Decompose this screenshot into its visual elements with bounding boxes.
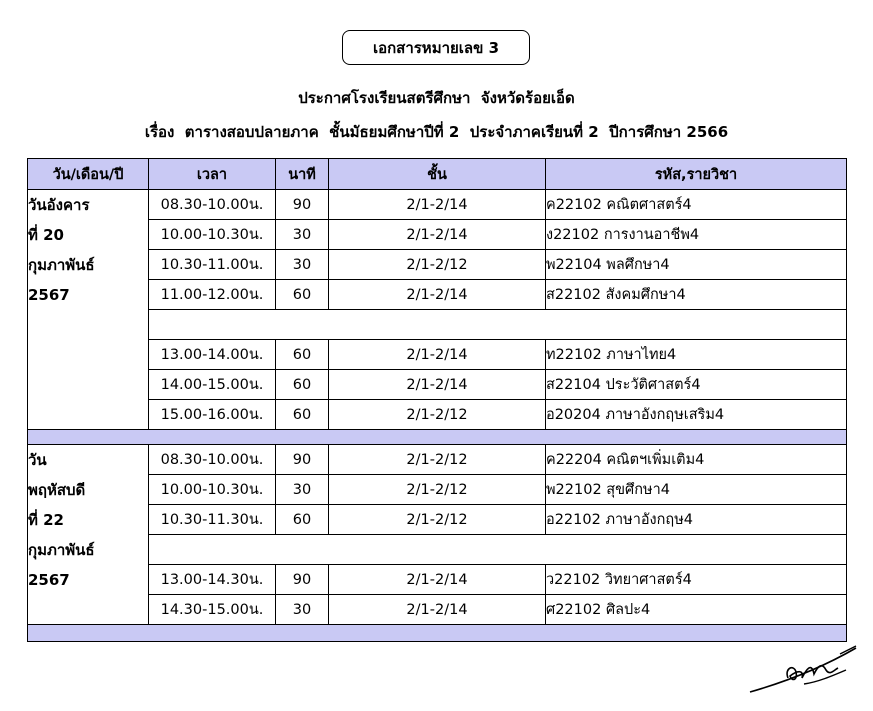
exam-time: 10.30-11.00น. xyxy=(149,250,276,280)
end-separator xyxy=(28,625,847,642)
lunch-break-cell xyxy=(149,310,847,340)
exam-minutes: 60 xyxy=(276,340,329,370)
exam-time: 10.30-11.30น. xyxy=(149,505,276,535)
exam-grade: 2/1-2/14 xyxy=(329,595,546,625)
exam-time: 13.00-14.00น. xyxy=(149,340,276,370)
exam-grade: 2/1-2/14 xyxy=(329,220,546,250)
exam-time: 13.00-14.30น. xyxy=(149,565,276,595)
exam-grade: 2/1-2/12 xyxy=(329,475,546,505)
table-row xyxy=(28,400,847,430)
exam-subject: ค22102 คณิตศาสตร์4 xyxy=(546,190,847,220)
exam-minutes: 30 xyxy=(276,250,329,280)
exam-subject: ส22104 ประวัติศาสตร์4 xyxy=(546,370,847,400)
exam-time: 08.30-10.00น. xyxy=(149,445,276,475)
exam-grade: 2/1-2/14 xyxy=(329,340,546,370)
exam-time: 10.00-10.30น. xyxy=(149,220,276,250)
exam-subject: ส22102 สังคมศึกษา4 xyxy=(546,280,847,310)
exam-minutes: 30 xyxy=(276,220,329,250)
exam-subject: ศ22102 ศิลปะ4 xyxy=(546,595,847,625)
exam-subject: ท22102 ภาษาไทย4 xyxy=(546,340,847,370)
header-time: เวลา xyxy=(149,159,276,190)
exam-grade: 2/1-2/12 xyxy=(329,250,546,280)
exam-grade: 2/1-2/14 xyxy=(329,370,546,400)
header-minutes: นาที xyxy=(276,159,329,190)
table-row xyxy=(28,280,847,310)
exam-time: 08.30-10.00น. xyxy=(149,190,276,220)
day-separator-row xyxy=(28,430,847,445)
table-row xyxy=(28,190,847,220)
exam-minutes: 60 xyxy=(276,370,329,400)
table-row xyxy=(28,445,847,475)
exam-grade: 2/1-2/14 xyxy=(329,565,546,595)
lunch-break-row xyxy=(28,310,847,340)
exam-minutes: 90 xyxy=(276,565,329,595)
table-row xyxy=(28,565,847,595)
exam-minutes: 90 xyxy=(276,190,329,220)
exam-grade: 2/1-2/14 xyxy=(329,190,546,220)
table-row xyxy=(28,220,847,250)
exam-time: 14.00-15.00น. xyxy=(149,370,276,400)
exam-grade: 2/1-2/12 xyxy=(329,400,546,430)
exam-time: 11.00-12.00น. xyxy=(149,280,276,310)
exam-schedule-table xyxy=(27,158,847,642)
day-separator xyxy=(28,430,847,445)
header-subject: รหัส,รายวิชา xyxy=(546,159,847,190)
exam-grade: 2/1-2/12 xyxy=(329,505,546,535)
table-row xyxy=(28,505,847,535)
table-row xyxy=(28,475,847,505)
table-row xyxy=(28,370,847,400)
document-label: เอกสารหมายเลข 3 xyxy=(342,30,530,65)
end-separator-row xyxy=(28,625,847,642)
exam-subject: อ20204 ภาษาอังกฤษเสริม4 xyxy=(546,400,847,430)
exam-subject: พ22104 พลศึกษา4 xyxy=(546,250,847,280)
announcement-subject: เรื่อง ตารางสอบปลายภาค ชั้นมัธยมศึกษาปีที่ 2 ประจำภาคเรียนที่ 2 ปีการศึกษา 2566 xyxy=(144,123,729,141)
exam-subject: ง22102 การงานอาชีพ4 xyxy=(546,220,847,250)
table-row xyxy=(28,340,847,370)
exam-subject: พ22102 สุขศึกษา4 xyxy=(546,475,847,505)
exam-grade: 2/1-2/12 xyxy=(329,445,546,475)
day1-date: วันอังคาร ที่ 20 กุมภาพันธ์ 2567 xyxy=(28,190,149,430)
exam-minutes: 30 xyxy=(276,475,329,505)
exam-minutes: 60 xyxy=(276,400,329,430)
table-row xyxy=(28,250,847,280)
exam-minutes: 90 xyxy=(276,445,329,475)
exam-time: 10.00-10.30น. xyxy=(149,475,276,505)
signature xyxy=(748,640,860,696)
header-date: วัน/เดือน/ปี xyxy=(28,159,149,190)
exam-subject: ค22204 คณิตฯเพิ่มเติม4 xyxy=(546,445,847,475)
table-header-row xyxy=(28,159,847,190)
exam-minutes: 60 xyxy=(276,505,329,535)
announcement-title: ประกาศโรงเรียนสตรีศึกษา จังหวัดร้อยเอ็ด xyxy=(298,89,575,107)
exam-subject: ว22102 วิทยาศาสตร์4 xyxy=(546,565,847,595)
exam-grade: 2/1-2/14 xyxy=(329,280,546,310)
exam-minutes: 60 xyxy=(276,280,329,310)
exam-time: 14.30-15.00น. xyxy=(149,595,276,625)
lunch-break-cell xyxy=(149,535,847,565)
exam-time: 15.00-16.00น. xyxy=(149,400,276,430)
header-grade: ชั้น xyxy=(329,159,546,190)
exam-subject: อ22102 ภาษาอังกฤษ4 xyxy=(546,505,847,535)
lunch-break-row xyxy=(28,535,847,565)
table-row xyxy=(28,595,847,625)
exam-minutes: 30 xyxy=(276,595,329,625)
day2-date: วัน พฤหัสบดี ที่ 22 กุมภาพันธ์ 2567 xyxy=(28,445,149,625)
